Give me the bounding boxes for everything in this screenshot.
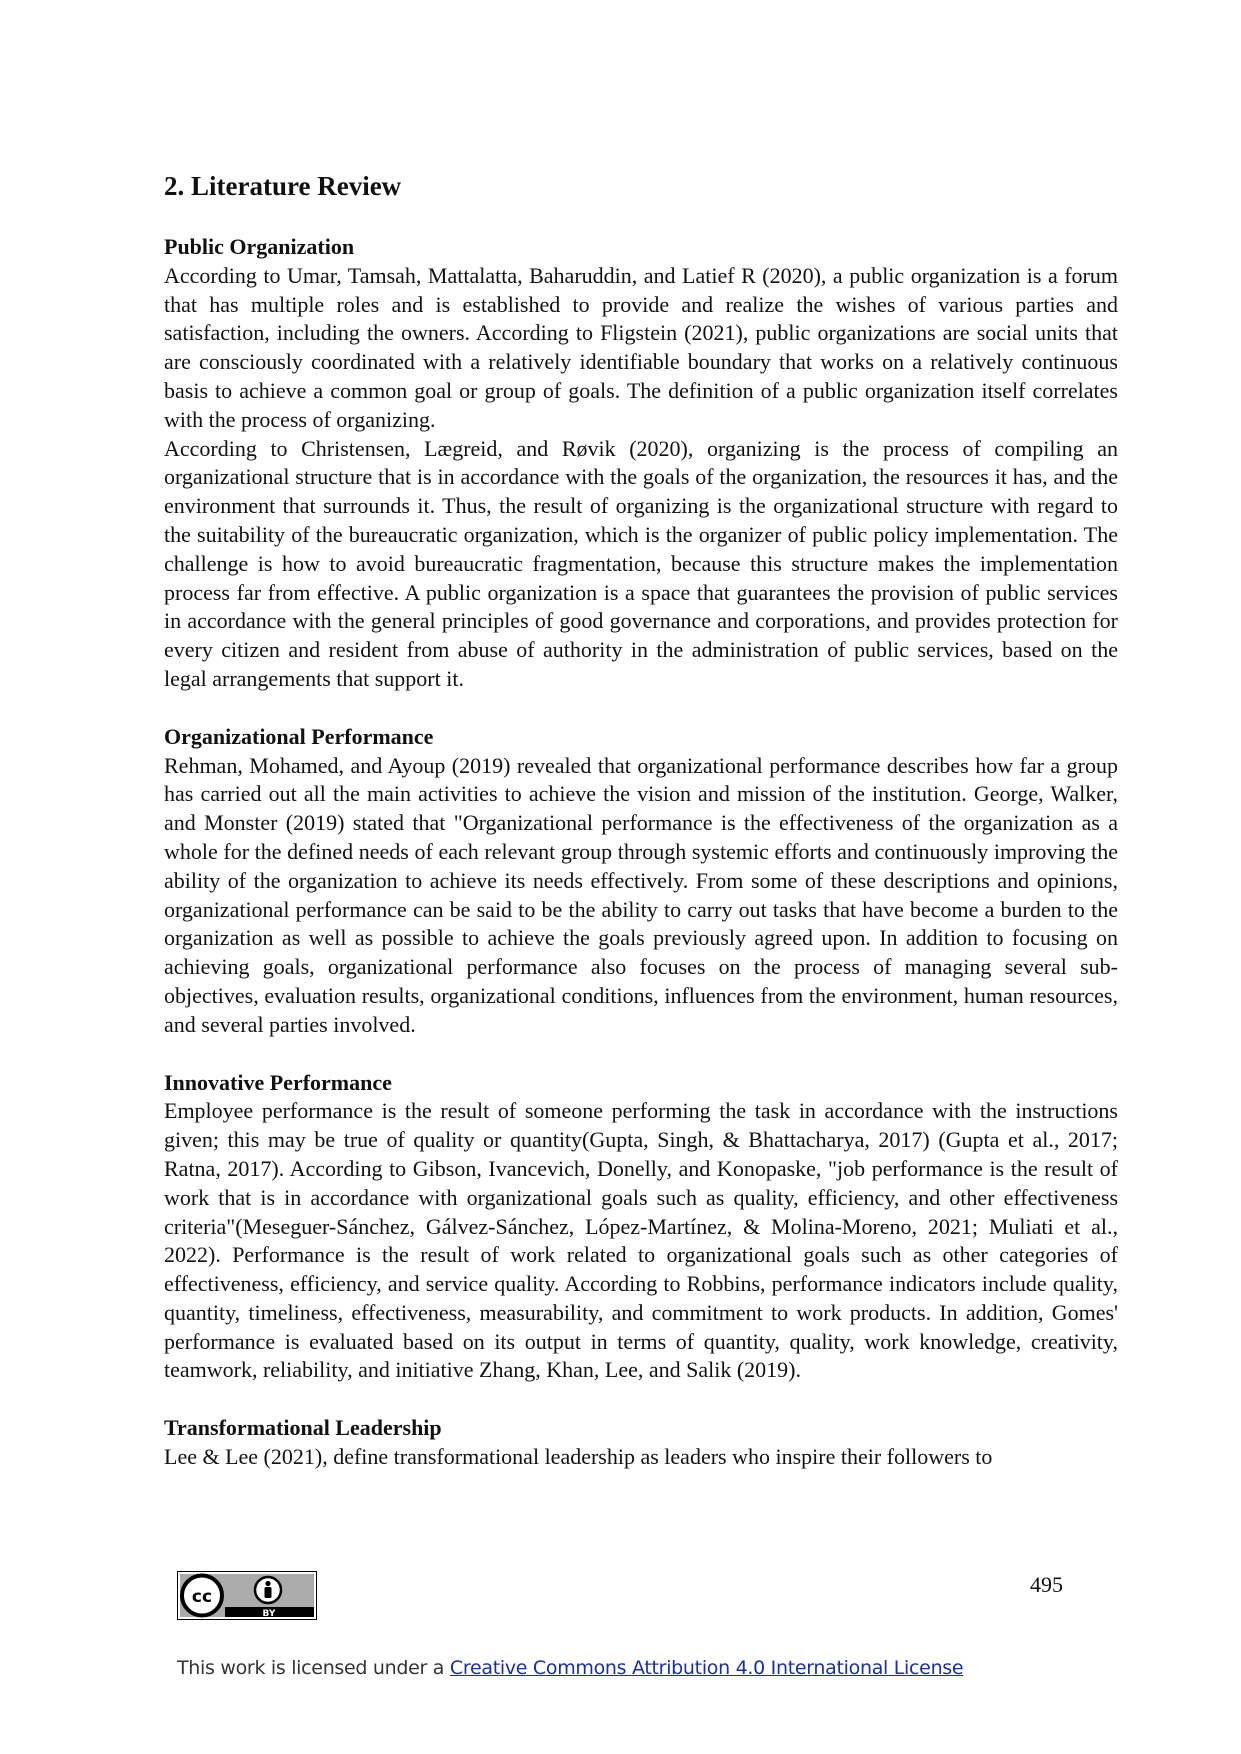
subheading-transformational-leadership: Transformational Leadership: [164, 1415, 442, 1441]
section-public-organization: [164, 233, 1118, 694]
paragraph: Rehman, Mohamed, and Ayoup (2019) revealed that organizational performance describes how far a group has carried out all the main activities to achieve the vision and mission of the institution. George, Walker, and Monster (2019) stated that "Organizational performance is the effectiveness of the organization as a whole for the defined needs of each relevant group through systemic efforts and continuously improving the ability of the organization to achieve its needs effectively. From some of these descriptions and opinions, organizational performance can be said to be the ability to carry out tasks that have become a burden to the organization as well as possible to achieve the goals previously agreed upon. In addition to focusing on achieving goals, organizational performance also focuses on the process of managing several sub-objectives, evaluation results, organizational conditions, influences from the environment, human resources, and several parties involved.: [164, 752, 1118, 1037]
section-organizational-performance: [164, 723, 1118, 1040]
paragraph: According to Umar, Tamsah, Mattalatta, Baharuddin, and Latief R (2020), a public organization is a forum that has multiple roles and is established to provide and realize the wishes of various parties and satisfaction, including the owners. According to Fligstein (2021), public organizations are social units that are consciously coordinated with a relatively identifiable boundary that works on a relatively continuous basis to achieve a common goal or group of goals. The definition of a public organization itself correlates with the process of organizing.: [164, 262, 1118, 432]
page-number: 495: [1030, 1572, 1063, 1597]
section-transformational-leadership: [164, 1414, 1118, 1472]
section-innovative-performance: [164, 1069, 1118, 1386]
paragraph: Employee performance is the result of someone performing the task in accordance with the instructions given; this may be true of quality or quantity(Gupta, Singh, & Bhattacharya, 2017) (Gupta et al., 2017; Ratna, 2017). According to Gibson, Ivancevich, Donelly, and Konopaske, "job performance is the result of work that is in accordance with organizational goals such as quality, efficiency, and other effectiveness criteria"(Meseguer-Sánchez, Gálvez-Sánchez, López-Martínez, & Molina-Moreno, 2021; Muliati et al., 2022). Performance is the result of work related to organizational goals such as other categories of effectiveness, efficiency, and service quality. According to Robbins, performance indicators include quality, quantity, timeliness, effectiveness, measurability, and commitment to work products. In addition, Gomes' performance is evaluated based on its output in terms of quantity, quality, work knowledge, creativity, teamwork, reliability, and initiative Zhang, Khan, Lee, and Salik (2019).: [164, 1098, 1118, 1383]
license-prefix: This work is licensed under a: [177, 1657, 450, 1679]
svg-text:cc: cc: [191, 1587, 213, 1607]
license-notice: [177, 1657, 963, 1679]
badge-label: BY: [262, 1609, 276, 1619]
subheading-organizational-performance: Organizational Performance: [164, 723, 434, 749]
license-link[interactable]: Creative Commons Attribution 4.0 International License: [449, 1657, 964, 1679]
paragraph: Lee & Lee (2021), define transformational leadership as leaders who inspire their followers to: [164, 1444, 993, 1470]
page-content: [164, 168, 1118, 1501]
cc-by-license-icon[interactable]: [177, 1571, 317, 1620]
section-title: 2. Literature Review: [164, 171, 402, 201]
subheading-public-organization: Public Organization: [164, 234, 355, 259]
paragraph: According to Christensen, Lægreid, and Røvik (2020), organizing is the process of compiling an organizational structure that is in accordance with the goals of the organization, the resources it has, and the environment that surrounds it. Thus, the result of organizing is the organizational structure with regard to the suitability of the bureaucratic organization, which is the organizer of public policy implementation. The challenge is how to avoid bureaucratic fragmentation, because this structure makes the implementation process far from effective. A public organization is a space that guarantees the provision of public services in accordance with the general principles of good governance and corporations, and provides protection for every citizen and resident from abuse of authority in the administration of public services, based on the legal arrangements that support it.: [164, 435, 1118, 691]
subheading-innovative-performance: Innovative Performance: [164, 1069, 392, 1095]
